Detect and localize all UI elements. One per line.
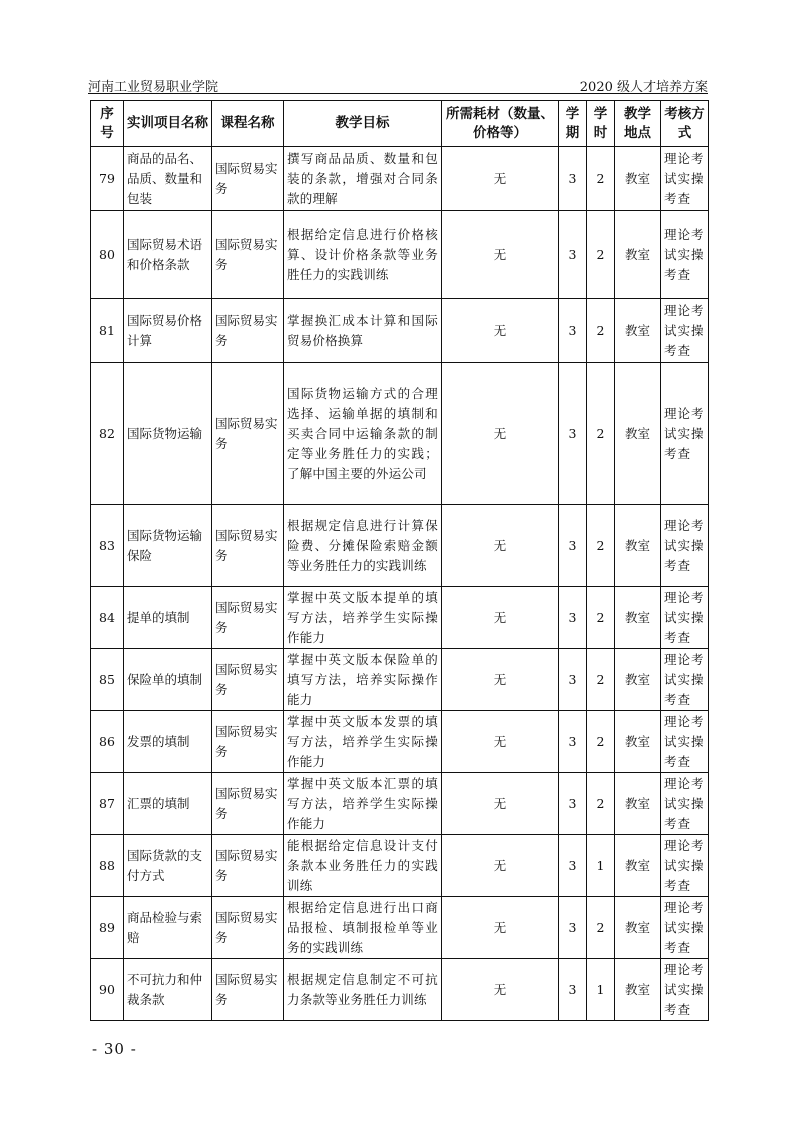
col-term: 学期	[559, 101, 587, 147]
cell-term: 3	[559, 587, 587, 649]
table-row	[91, 897, 709, 959]
cell-goal: 国际货物运输方式的合理选择、运输单据的填制和买卖合同中运输条款的制定等业务胜任力的实践；了解中国主要的外运公司	[284, 363, 442, 505]
cell-hours: 2	[587, 773, 615, 835]
table-row	[91, 587, 709, 649]
cell-item: 提单的填制	[124, 587, 212, 649]
cell-goal: 根据给定信息进行出口商品报检、填制报检单等业务的实践训练	[284, 897, 442, 959]
col-place: 教学地点	[615, 101, 661, 147]
table-row	[91, 959, 709, 1021]
cell-exam: 理论考试实操考查	[661, 363, 709, 505]
cell-exam: 理论考试实操考查	[661, 773, 709, 835]
col-exam: 考核方式	[661, 101, 709, 147]
cell-no: 87	[91, 773, 124, 835]
cell-term: 3	[559, 363, 587, 505]
cell-no: 83	[91, 505, 124, 587]
cell-item: 商品的品名、品质、数量和包装	[124, 147, 212, 211]
cell-goal: 掌握中英文版本保险单的填写方法，培养实际操作能力	[284, 649, 442, 711]
cell-materials: 无	[442, 363, 559, 505]
table-row	[91, 649, 709, 711]
cell-term: 3	[559, 897, 587, 959]
cell-item: 国际货物运输	[124, 363, 212, 505]
header-row	[91, 101, 709, 147]
cell-place: 教室	[615, 649, 661, 711]
cell-materials: 无	[442, 211, 559, 299]
col-materials: 所需耗材（数量、价格等）	[442, 101, 559, 147]
cell-materials: 无	[442, 649, 559, 711]
cell-item: 国际货物运输保险	[124, 505, 212, 587]
cell-no: 86	[91, 711, 124, 773]
cell-goal: 掌握中英文版本汇票的填写方法，培养学生实际操作能力	[284, 773, 442, 835]
cell-place: 教室	[615, 959, 661, 1021]
cell-place: 教室	[615, 711, 661, 773]
cell-place: 教室	[615, 897, 661, 959]
cell-goal: 撰写商品品质、数量和包装的条款，增强对合同条款的理解	[284, 147, 442, 211]
cell-course: 国际贸易实务	[212, 505, 284, 587]
cell-goal: 能根据给定信息设计支付条款本业务胜任力的实践训练	[284, 835, 442, 897]
cell-term: 3	[559, 211, 587, 299]
table-row	[91, 147, 709, 211]
table-row	[91, 363, 709, 505]
table-row	[91, 299, 709, 363]
cell-materials: 无	[442, 773, 559, 835]
cell-hours: 2	[587, 711, 615, 773]
cell-term: 3	[559, 299, 587, 363]
cell-goal: 根据规定信息制定不可抗力条款等业务胜任力训练	[284, 959, 442, 1021]
training-table	[90, 100, 709, 1021]
cell-item: 国际贸易术语和价格条款	[124, 211, 212, 299]
page-header	[88, 76, 708, 94]
col-course: 课程名称	[212, 101, 284, 147]
cell-term: 3	[559, 147, 587, 211]
cell-materials: 无	[442, 711, 559, 773]
cell-hours: 2	[587, 299, 615, 363]
col-no: 序号	[91, 101, 124, 147]
cell-item: 商品检验与索赔	[124, 897, 212, 959]
table-row	[91, 711, 709, 773]
cell-exam: 理论考试实操考查	[661, 147, 709, 211]
cell-course: 国际贸易实务	[212, 299, 284, 363]
cell-place: 教室	[615, 147, 661, 211]
cell-no: 81	[91, 299, 124, 363]
cell-no: 90	[91, 959, 124, 1021]
cell-no: 84	[91, 587, 124, 649]
cell-goal: 掌握换汇成本计算和国际贸易价格换算	[284, 299, 442, 363]
cell-exam: 理论考试实操考查	[661, 211, 709, 299]
cell-item: 国际贸易价格计算	[124, 299, 212, 363]
cell-course: 国际贸易实务	[212, 649, 284, 711]
cell-materials: 无	[442, 587, 559, 649]
table-row	[91, 773, 709, 835]
header-rule	[88, 93, 708, 94]
cell-item: 不可抗力和仲裁条款	[124, 959, 212, 1021]
cell-no: 89	[91, 897, 124, 959]
cell-place: 教室	[615, 363, 661, 505]
cell-materials: 无	[442, 299, 559, 363]
program-title: 2020 级人才培养方案	[579, 80, 708, 95]
cell-hours: 2	[587, 363, 615, 505]
cell-goal: 掌握中英文版本提单的填写方法，培养学生实际操作能力	[284, 587, 442, 649]
cell-term: 3	[559, 959, 587, 1021]
table-row	[91, 505, 709, 587]
cell-course: 国际贸易实务	[212, 211, 284, 299]
cell-hours: 2	[587, 505, 615, 587]
cell-course: 国际贸易实务	[212, 773, 284, 835]
cell-term: 3	[559, 711, 587, 773]
cell-exam: 理论考试实操考查	[661, 959, 709, 1021]
cell-course: 国际贸易实务	[212, 959, 284, 1021]
cell-item: 汇票的填制	[124, 773, 212, 835]
cell-term: 3	[559, 649, 587, 711]
cell-item: 国际货款的支付方式	[124, 835, 212, 897]
page-number: - 30 -	[92, 1040, 137, 1058]
cell-no: 85	[91, 649, 124, 711]
cell-materials: 无	[442, 505, 559, 587]
cell-exam: 理论考试实操考查	[661, 587, 709, 649]
cell-place: 教室	[615, 505, 661, 587]
cell-exam: 理论考试实操考查	[661, 835, 709, 897]
cell-exam: 理论考试实操考查	[661, 711, 709, 773]
cell-materials: 无	[442, 959, 559, 1021]
cell-term: 3	[559, 835, 587, 897]
cell-exam: 理论考试实操考查	[661, 897, 709, 959]
cell-item: 保险单的填制	[124, 649, 212, 711]
cell-no: 79	[91, 147, 124, 211]
cell-course: 国际贸易实务	[212, 587, 284, 649]
cell-place: 教室	[615, 587, 661, 649]
cell-place: 教室	[615, 773, 661, 835]
cell-hours: 2	[587, 587, 615, 649]
cell-exam: 理论考试实操考查	[661, 649, 709, 711]
cell-hours: 1	[587, 835, 615, 897]
cell-course: 国际贸易实务	[212, 363, 284, 505]
cell-no: 82	[91, 363, 124, 505]
table-row	[91, 835, 709, 897]
cell-exam: 理论考试实操考查	[661, 505, 709, 587]
cell-term: 3	[559, 773, 587, 835]
cell-goal: 根据给定信息进行价格核算、设计价格条款等业务胜任力的实践训练	[284, 211, 442, 299]
cell-goal: 根据规定信息进行计算保险费、分摊保险索赔金额等业务胜任力的实践训练	[284, 505, 442, 587]
cell-exam: 理论考试实操考查	[661, 299, 709, 363]
table-row	[91, 211, 709, 299]
cell-course: 国际贸易实务	[212, 711, 284, 773]
cell-hours: 2	[587, 897, 615, 959]
cell-course: 国际贸易实务	[212, 835, 284, 897]
cell-materials: 无	[442, 147, 559, 211]
school-name: 河南工业贸易职业学院	[88, 80, 219, 95]
cell-hours: 2	[587, 649, 615, 711]
cell-place: 教室	[615, 299, 661, 363]
cell-hours: 2	[587, 211, 615, 299]
cell-term: 3	[559, 505, 587, 587]
cell-materials: 无	[442, 835, 559, 897]
cell-hours: 1	[587, 959, 615, 1021]
cell-place: 教室	[615, 211, 661, 299]
col-goal: 教学目标	[284, 101, 442, 147]
cell-hours: 2	[587, 147, 615, 211]
cell-place: 教室	[615, 835, 661, 897]
cell-no: 88	[91, 835, 124, 897]
cell-goal: 掌握中英文版本发票的填写方法，培养学生实际操作能力	[284, 711, 442, 773]
cell-course: 国际贸易实务	[212, 147, 284, 211]
cell-item: 发票的填制	[124, 711, 212, 773]
cell-materials: 无	[442, 897, 559, 959]
cell-no: 80	[91, 211, 124, 299]
col-hours: 学时	[587, 101, 615, 147]
col-item: 实训项目名称	[124, 101, 212, 147]
cell-course: 国际贸易实务	[212, 897, 284, 959]
